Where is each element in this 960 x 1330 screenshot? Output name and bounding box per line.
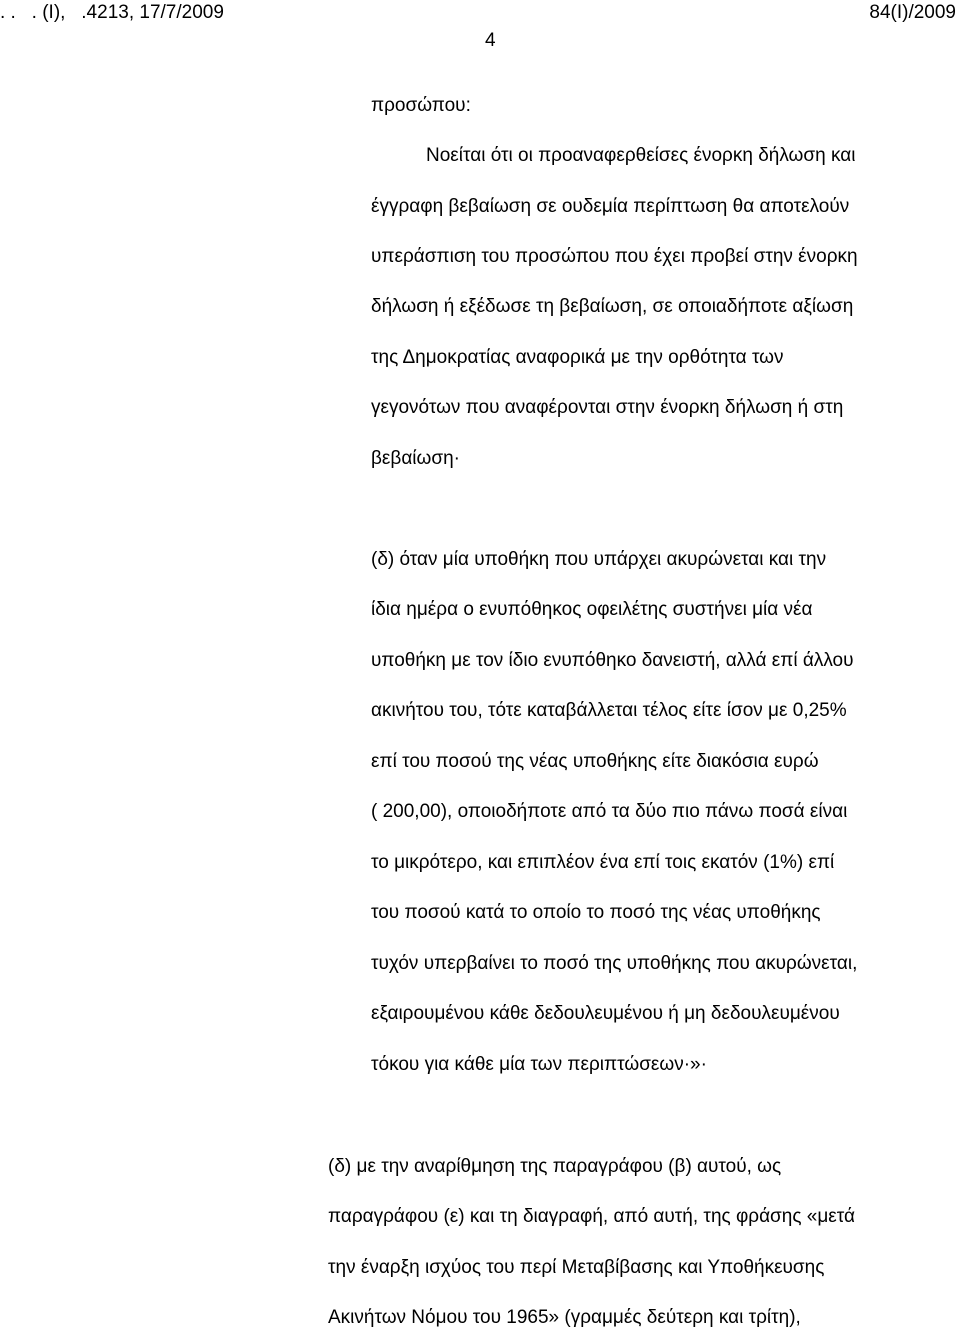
text-line: (δ) όταν μία υποθήκη που υπάρχει ακυρώνεται και την — [371, 549, 827, 570]
text-line: του ποσού κατά το οποίο το ποσό της νέας υποθήκης — [371, 902, 821, 923]
text-line: γεγονότων που αναφέρονται στην ένορκη δήλωση ή στη — [371, 397, 844, 418]
text-line: παραγράφου (ε) και τη διαγραφή, από αυτή, της φράσης «μετά — [328, 1206, 855, 1227]
text-line: επί του ποσού της νέας υποθήκης είτε διακόσια ευρώ — [371, 751, 819, 772]
text-line: την έναρξη ισχύος του περί Μεταβίβασης και Υποθήκευσης — [328, 1257, 825, 1278]
text-line: υποθήκη με τον ίδιο ενυπόθηκο δανειστή, αλλά επί άλλου — [371, 650, 854, 671]
text-line: Ακινήτων Νόμου του 1965» (γραμμές δεύτερη και τρίτη), — [328, 1307, 801, 1328]
text-line: υπεράσπιση του προσώπου που έχει προβεί στην ένορκη — [371, 246, 858, 267]
text-line: (δ) με την αναρίθμηση της παραγράφου (β) αυτού, ως — [328, 1156, 782, 1177]
header-right-text: 84(I)/2009 — [869, 2, 956, 23]
text-line: ακινήτου του, τότε καταβάλλεται τέλος είτε ίσον με 0,25% — [371, 700, 847, 721]
text-line: το μικρότερο, και επιπλέον ένα επί τοις εκατόν (1%) επί — [371, 852, 835, 873]
page-number: 4 — [485, 30, 496, 51]
text-line: δήλωση ή εξέδωσε τη βεβαίωση, σε οποιαδήποτε αξίωση — [371, 296, 854, 317]
header-left-text: . . . (Ι), .4213, 17/7/2009 — [0, 2, 224, 23]
text-line: τόκου για κάθε μία των περιπτώσεων·»· — [371, 1054, 707, 1075]
text-line: εξαιρουμένου κάθε δεδουλευμένου ή μη δεδουλευμένου — [371, 1003, 840, 1024]
text-line: έγγραφη βεβαίωση σε ουδεμία περίπτωση θα αποτελούν — [371, 196, 850, 217]
text-line: της Δημοκρατίας αναφορικά με την ορθότητα των — [371, 347, 784, 368]
text-line: ( 200,00), οποιοδήποτε από τα δύο πιο πάνω ποσά είναι — [371, 801, 848, 822]
text-line: βεβαίωση· — [371, 448, 460, 469]
text-line: προσώπου: — [371, 95, 471, 116]
text-line: ίδια ημέρα ο ενυπόθηκος οφειλέτης συστήνει μία νέα — [371, 599, 813, 620]
text-line: Νοείται ότι οι προαναφερθείσες ένορκη δήλωση και — [426, 145, 856, 166]
text-line: τυχόν υπερβαίνει το ποσό της υποθήκης που ακυρώνεται, — [371, 953, 858, 974]
